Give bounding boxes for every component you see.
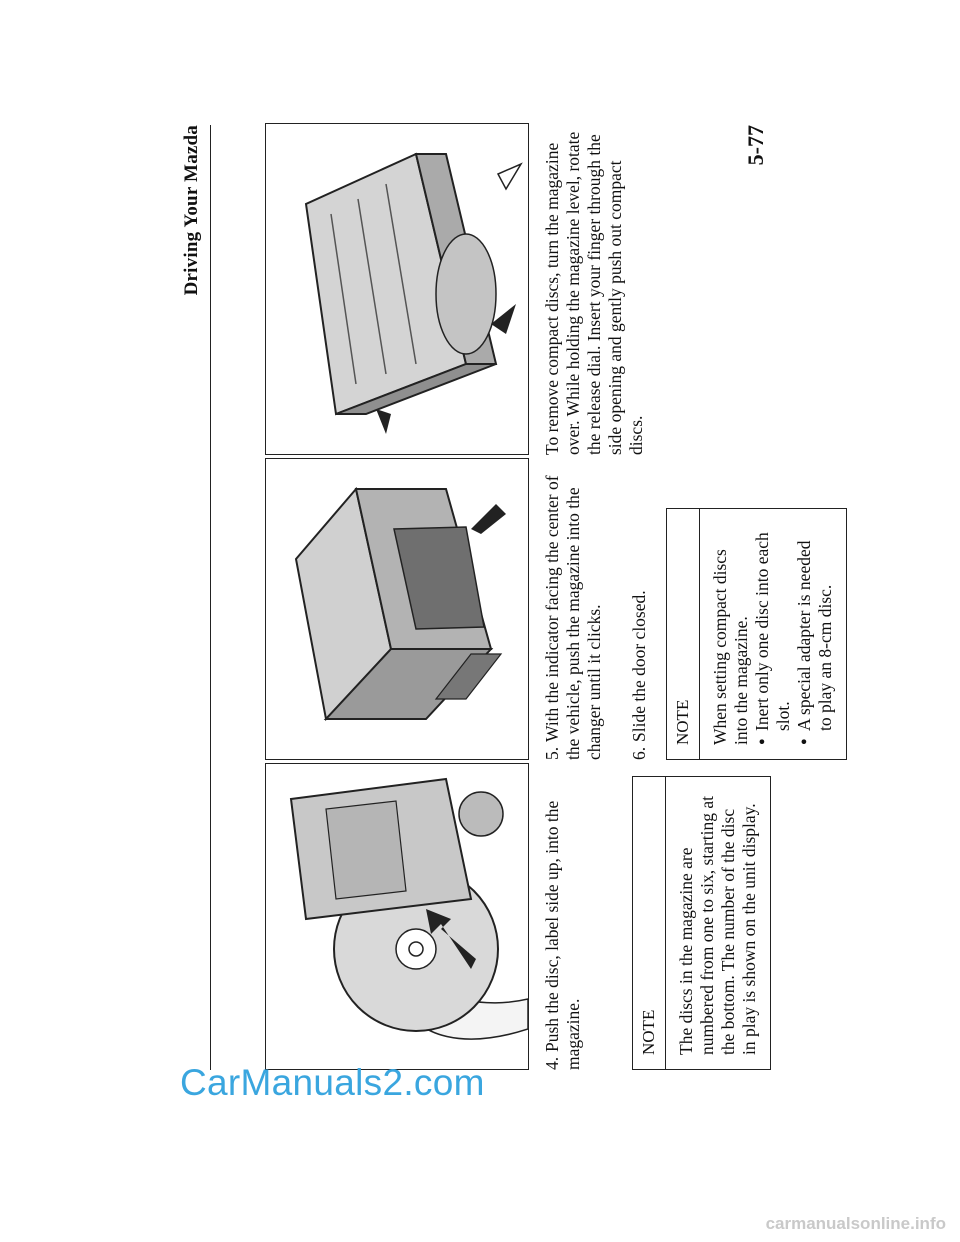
remove-discs-paragraph: To remove compact discs, turn the magazine over. While holding the magazine level, rotate the release dial. Insert your finger through the side opening and gently push out compact discs. (542, 131, 646, 455)
step-text: Push the disc, label side up, into the magazine. (542, 800, 583, 1070)
figure-magazine-changer (265, 458, 529, 760)
section-title: Driving Your Mazda (181, 125, 202, 296)
note-intro: When setting compact discs into the magazine. (710, 549, 751, 745)
note-title: NOTE (633, 777, 666, 1069)
step-number: 4. (542, 1056, 562, 1070)
note-bullet-list (752, 523, 836, 745)
step-number: 6. (629, 746, 649, 760)
step-text: With the indicator facing the center of the vehicle, push the magazine into the changer until it clicks. (542, 475, 604, 760)
watermark-carmanualsonline[interactable]: carmanualsonline.info (765, 1214, 946, 1233)
changer-illustration (266, 459, 528, 759)
page-number: 5-77 (743, 125, 768, 166)
watermark-carmanuals2[interactable]: CarManuals2.com (180, 1062, 485, 1103)
note-box-setting-discs (666, 508, 847, 760)
magazine-release-illustration (266, 124, 528, 454)
figure-insert-disc (265, 763, 529, 1070)
figure-remove-discs (265, 123, 529, 455)
note-title: NOTE (667, 509, 700, 759)
header-divider (210, 125, 211, 1070)
note-bullet: ● Inert only one disc into each slot. (752, 523, 794, 745)
note-bullet: ● A special adapter is needed to play an 8-cm disc. (794, 523, 836, 745)
step-number: 5. (542, 746, 562, 760)
note-box-disc-numbering (632, 776, 771, 1070)
note-body (700, 509, 846, 759)
rotated-manual-page (155, 125, 835, 1070)
step-text: Slide the door closed. (629, 590, 649, 742)
note-body: The discs in the magazine are numbered from one to six, starting at the bottom. The number of the disc in play is shown on the unit display. (676, 795, 759, 1055)
step-6 (629, 460, 650, 760)
step-5 (542, 460, 605, 760)
disc-insert-illustration (266, 764, 528, 1069)
step-4 (542, 765, 584, 1070)
